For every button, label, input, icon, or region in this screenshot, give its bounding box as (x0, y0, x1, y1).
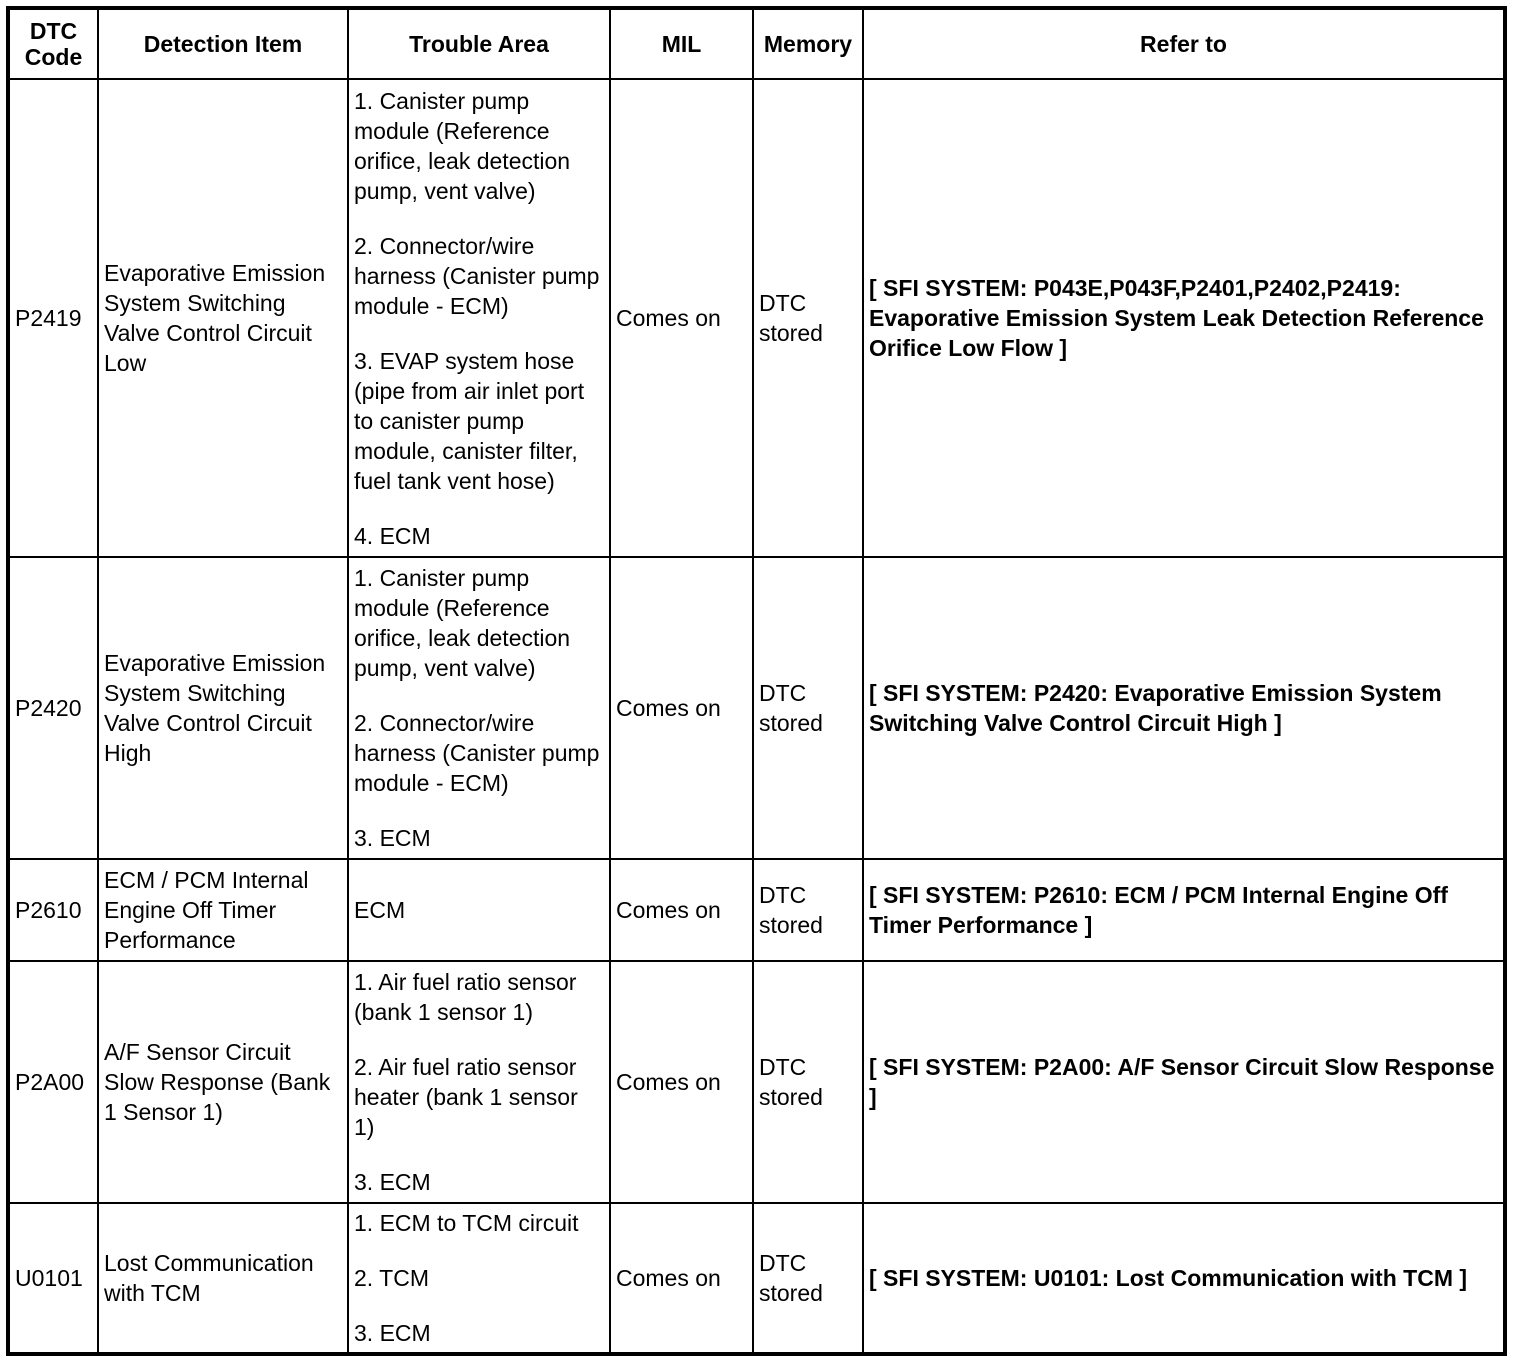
trouble-area-item: 1. ECM to TCM circuit (354, 1210, 579, 1236)
mil-status: Comes on (610, 79, 753, 557)
trouble-area-item: 2. Connector/wire harness (Canister pump module - ECM) (354, 710, 600, 796)
trouble-area-item: 3. ECM (354, 825, 431, 851)
header-row (8, 8, 1505, 79)
refer-to-link[interactable]: [ SFI SYSTEM: P2A00: A/F Sensor Circuit Slow Response ] (863, 961, 1505, 1203)
header-detection-item: Detection Item (98, 8, 348, 79)
trouble-area (348, 859, 610, 961)
trouble-area-item: 1. Canister pump module (Reference orifice, leak detection pump, vent valve) (354, 565, 571, 681)
trouble-area (348, 79, 610, 557)
memory-status: DTC stored (753, 961, 863, 1203)
memory-status: DTC stored (753, 557, 863, 859)
detection-item: ECM / PCM Internal Engine Off Timer Performance (98, 859, 348, 961)
memory-status: DTC stored (753, 859, 863, 961)
header-refer-to: Refer to (863, 8, 1505, 79)
header-mil: MIL (610, 8, 753, 79)
mil-status: Comes on (610, 557, 753, 859)
memory-status: DTC stored (753, 1203, 863, 1354)
trouble-area-item: 2. Air fuel ratio sensor heater (bank 1 sensor 1) (354, 1054, 578, 1140)
trouble-area (348, 961, 610, 1203)
detection-item: A/F Sensor Circuit Slow Response (Bank 1 Sensor 1) (98, 961, 348, 1203)
refer-to-link[interactable]: [ SFI SYSTEM: U0101: Lost Communication with TCM ] (863, 1203, 1505, 1354)
table-row (8, 79, 1505, 557)
dtc-table (6, 6, 1507, 1356)
mil-status: Comes on (610, 1203, 753, 1354)
mil-status: Comes on (610, 961, 753, 1203)
table-row (8, 1203, 1505, 1354)
trouble-area-item: 1. Canister pump module (Reference orifice, leak detection pump, vent valve) (354, 87, 571, 204)
table-row (8, 859, 1505, 961)
refer-to-link[interactable]: [ SFI SYSTEM: P2420: Evaporative Emission System Switching Valve Control Circuit High ] (863, 557, 1505, 859)
memory-status: DTC stored (753, 79, 863, 557)
refer-to-link[interactable]: [ SFI SYSTEM: P043E,P043F,P2401,P2402,P2419: Evaporative Emission System Leak Detection Reference Orifice Low Flow ] (863, 79, 1505, 557)
trouble-area-item: 3. ECM (354, 1320, 431, 1346)
table-row (8, 557, 1505, 859)
trouble-area-item: ECM (354, 897, 406, 923)
detection-item: Evaporative Emission System Switching Valve Control Circuit High (98, 557, 348, 859)
table-row (8, 961, 1505, 1203)
dtc-code: U0101 (8, 1203, 98, 1354)
trouble-area-item: 1. Air fuel ratio sensor (bank 1 sensor 1) (354, 969, 577, 1025)
detection-item: Evaporative Emission System Switching Valve Control Circuit Low (98, 79, 348, 557)
trouble-area (348, 1203, 610, 1354)
header-trouble-area: Trouble Area (348, 8, 610, 79)
dtc-code: P2A00 (8, 961, 98, 1203)
trouble-area (348, 557, 610, 859)
mil-status: Comes on (610, 859, 753, 961)
header-memory: Memory (753, 8, 863, 79)
trouble-area-item: 3. EVAP system hose (pipe from air inlet port to canister pump module, canister filter, fuel tank vent hose) (354, 347, 585, 494)
trouble-area-item: 4. ECM (354, 522, 431, 549)
dtc-code: P2420 (8, 557, 98, 859)
header-dtc-code: DTC Code (8, 8, 98, 79)
refer-to-link[interactable]: [ SFI SYSTEM: P2610: ECM / PCM Internal Engine Off Timer Performance ] (863, 859, 1505, 961)
dtc-code: P2610 (8, 859, 98, 961)
trouble-area-item: 3. ECM (354, 1169, 431, 1195)
detection-item: Lost Communication with TCM (98, 1203, 348, 1354)
trouble-area-item: 2. Connector/wire harness (Canister pump module - ECM) (354, 232, 600, 319)
trouble-area-item: 2. TCM (354, 1265, 429, 1291)
dtc-code: P2419 (8, 79, 98, 557)
